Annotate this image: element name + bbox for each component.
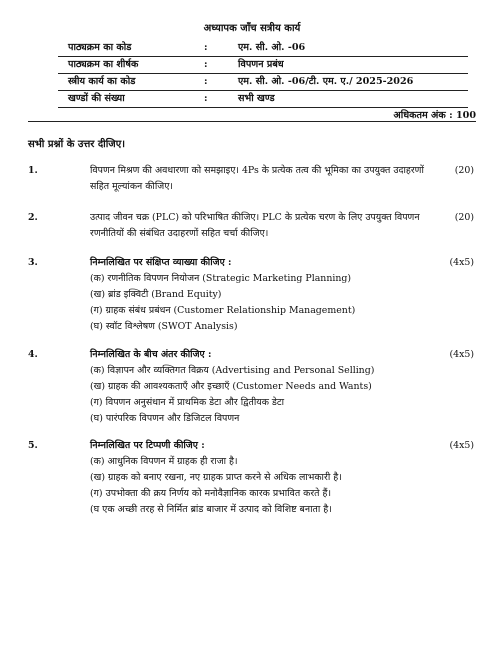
row-colon: : [204, 76, 208, 87]
sub-question: (ख) ग्राहक को बनाए रखना, नए ग्राहक प्राप्त करने से अधिक लाभकारी है। [90, 472, 342, 483]
course-title-value: विपणन प्रबंध [238, 59, 284, 70]
course-title-row [58, 57, 468, 74]
row-colon: : [204, 59, 208, 70]
question-heading: निम्नलिखित पर टिप्पणी कीजिए : [90, 440, 205, 451]
question-marks: (4x5) [449, 440, 474, 451]
blocks-row [58, 91, 468, 108]
question-marks: (4x5) [449, 257, 474, 268]
question-text [90, 438, 430, 518]
blocks-value: सभी खण्ड [238, 93, 275, 104]
question-marks: (20) [454, 165, 474, 176]
sub-question: (ग) विपणन अनुसंधान में प्राथमिक डेटा और द्वितीयक डेटा [90, 397, 285, 408]
sub-question: (ख) ब्रांड इक्विटी (Brand Equity) [90, 289, 222, 300]
question-number: 1. [28, 165, 38, 176]
sub-question: (क) आधुनिक विपणन में ग्राहक ही राजा है। [90, 456, 238, 467]
question-line: सहित मूल्यांकन कीजिए। [90, 181, 173, 192]
course-code-row [58, 40, 468, 57]
question-number: 3. [28, 257, 38, 268]
instruction: सभी प्रश्नों के उत्तर दीजिए। [28, 139, 126, 150]
assignment-code-value: एम. सी. ओ. -06/टी. एम. ए./ 2025-2026 [238, 76, 414, 87]
question-number: 5. [28, 440, 38, 451]
question-number: 2. [28, 212, 38, 223]
course-code-value: एम. सी. ओ. -06 [238, 42, 306, 53]
question-text [90, 347, 430, 427]
question-line: रणनीतियों की संबंधित उदाहरणों सहित चर्चा कीजिए। [90, 228, 269, 239]
row-colon: : [204, 93, 208, 104]
maximum-marks: अधिकतम अंक : 100 [393, 110, 476, 121]
course-details-table [58, 40, 468, 108]
sub-question: (ग) उपभोक्ता की क्रय निर्णय को मनोवैज्ञानिक कारक प्रभावित करते हैं। [90, 488, 332, 499]
question-marks: (20) [454, 212, 474, 223]
question-marks: (4x5) [449, 349, 474, 360]
sub-question: (ख) ग्राहक की आवश्यकताएँ और इच्छाएँ (Customer Needs and Wants) [90, 381, 372, 392]
question-heading: निम्नलिखित के बीच अंतर कीजिए : [90, 349, 212, 360]
blocks-label: खण्डों की संख्या [68, 93, 125, 104]
page-title: अध्यापक जाँच सत्रीय कार्य [203, 23, 301, 34]
question-text [90, 210, 430, 242]
course-code-label: पाठ्यक्रम का कोड [68, 42, 132, 53]
row-colon: : [204, 42, 208, 53]
divider [28, 121, 476, 122]
sub-question: (क) रणनीतिक विपणन नियोजन (Strategic Marketing Planning) [90, 273, 352, 284]
sub-question: (ग) ग्राहक संबंध प्रबंधन (Customer Relationship Management) [90, 305, 356, 316]
assignment-code-row [58, 74, 468, 91]
sub-question: (क) विज्ञापन और व्यक्तिगत विक्रय (Advertising and Personal Selling) [90, 365, 375, 376]
sub-question: (घ) पारंपरिक विपणन और डिजिटल विपणन [90, 413, 240, 424]
assignment-code-label: स्त्रीय कार्य का कोड [68, 76, 136, 87]
question-number: 4. [28, 349, 38, 360]
question-text [90, 255, 430, 335]
sub-question: (घ) स्वॉट विश्लेषण (SWOT Analysis) [90, 321, 238, 332]
question-line: उत्पाद जीवन चक्र (PLC) को परिभाषित कीजिए। PLC के प्रत्येक चरण के लिए उपयुक्त विपणन [90, 212, 420, 223]
question-text [90, 163, 430, 195]
question-line: विपणन मिश्रण की अवधारणा को समझाइए। 4Ps के प्रत्येक तत्व की भूमिका का उपयुक्त उदाहरणों [90, 165, 424, 176]
sub-question: (घ एक अच्छी तरह से निर्मित ब्रांड बाजार में उत्पाद को विशिष्ट बनाता है। [90, 504, 332, 515]
course-title-label: पाठ्यक्रम का शीर्षक [68, 59, 139, 70]
question-heading: निम्नलिखित पर संक्षिप्त व्याख्या कीजिए : [90, 257, 232, 268]
